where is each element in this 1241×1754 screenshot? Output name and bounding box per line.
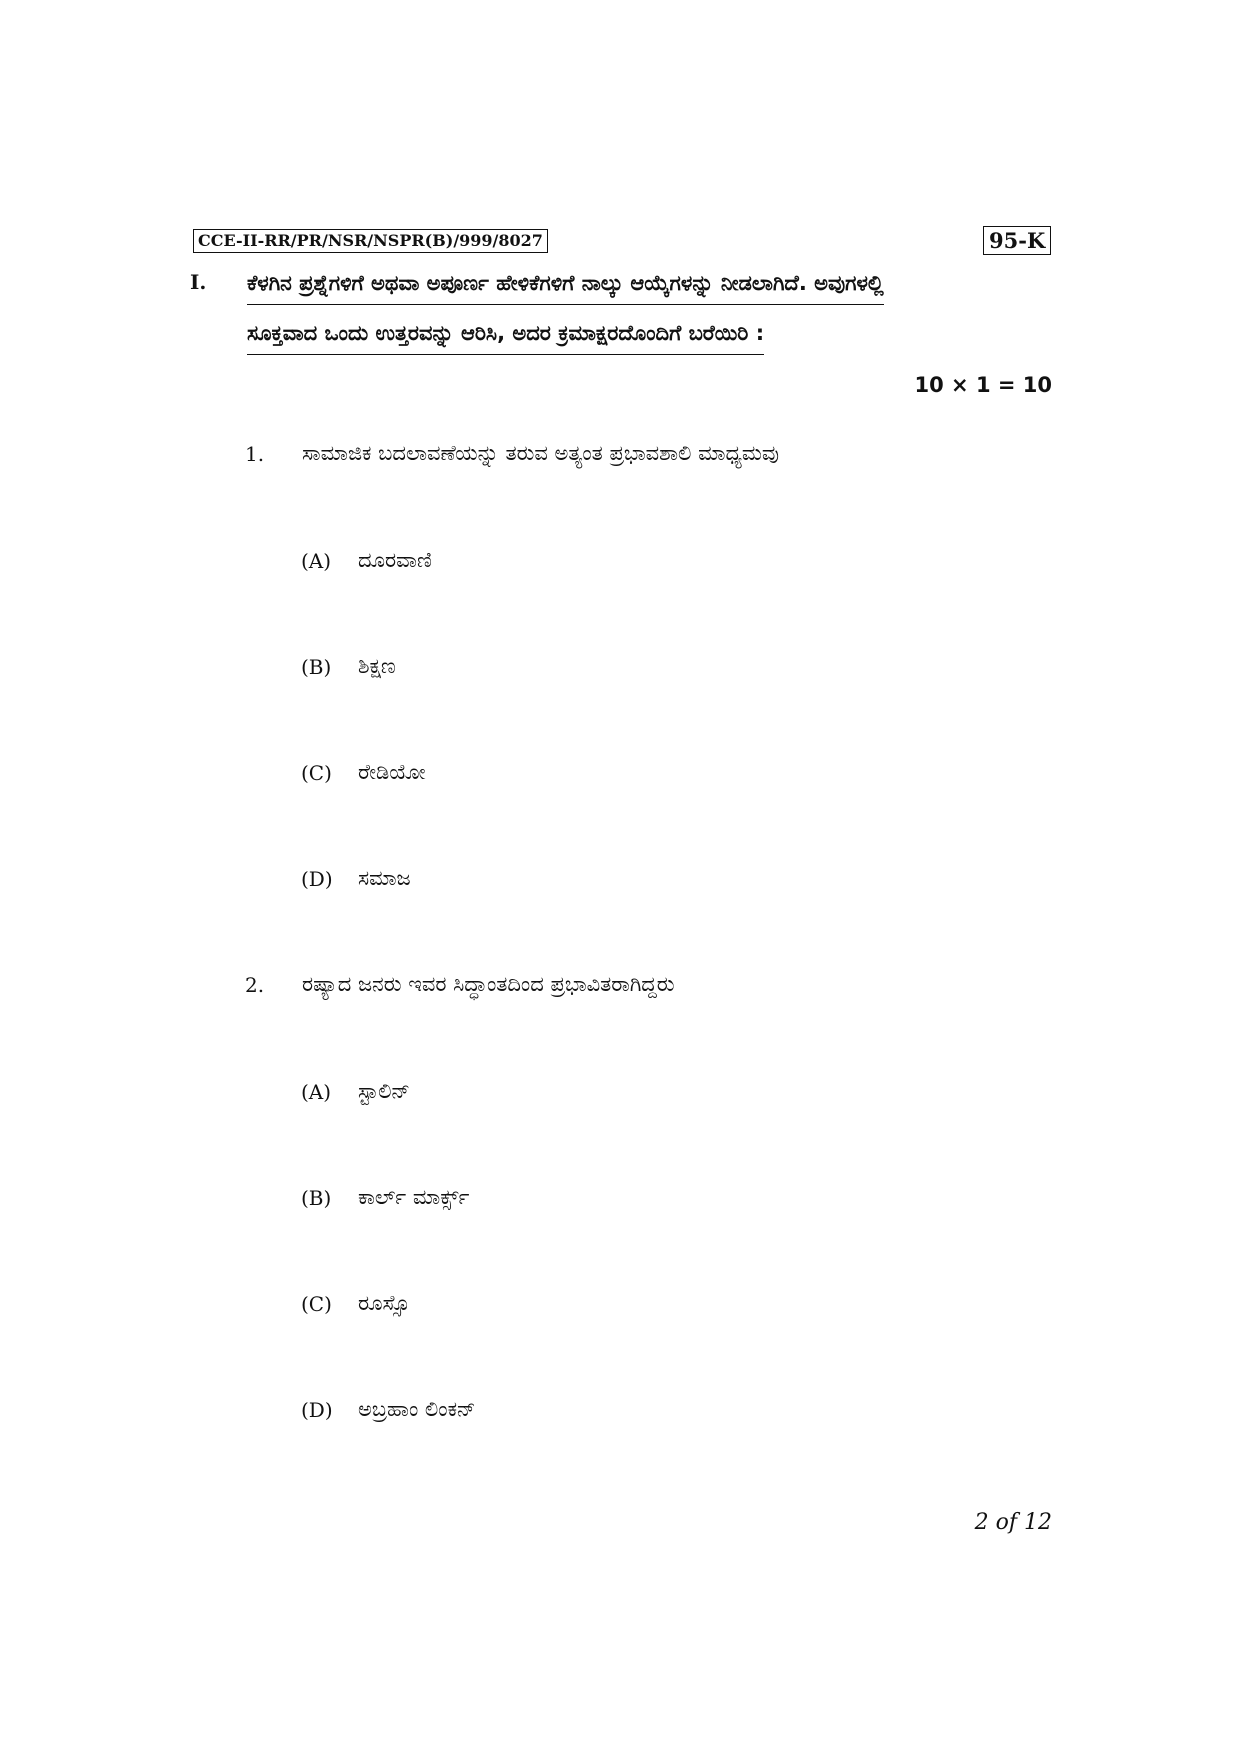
- option-label: (D): [301, 867, 333, 891]
- option-label: (A): [301, 1080, 332, 1104]
- question-text: ರಷ್ಯಾದ ಜನರು ಇವರ ಸಿದ್ಧಾಂತದಿಂದ ಪ್ರಭಾವಿತರಾಗಿದ್ದರು: [302, 972, 675, 996]
- option-label: (C): [301, 1292, 332, 1316]
- section-marks: 10 × 1 = 10: [914, 373, 1052, 397]
- option-text: ದೂರವಾಣಿ: [358, 548, 432, 572]
- question-number: 1.: [245, 442, 265, 466]
- section-number: I.: [190, 270, 207, 294]
- option-label: (D): [301, 1398, 333, 1422]
- option-text: ಸಮಾಜ: [358, 866, 411, 890]
- option-text: ಕಾರ್ಲ್ ಮಾರ್ಕ್ಸ್: [358, 1185, 470, 1209]
- question-number: 2.: [245, 973, 265, 997]
- page-number: 2 of 12: [974, 1510, 1052, 1535]
- option-text: ರೂಸ್ಸೊ: [358, 1291, 410, 1315]
- option-label: (B): [301, 1186, 332, 1210]
- option-label: (C): [301, 761, 332, 785]
- option-text: ಸ್ಟಾಲಿನ್: [358, 1079, 410, 1103]
- section-instruction-line2: ಸೂಕ್ತವಾದ ಒಂದು ಉತ್ತರವನ್ನು ಆರಿಸಿ, ಅದರ ಕ್ರಮಾಕ್ಷರದೊಂದಿಗೆ ಬರೆಯಿರಿ :: [247, 318, 764, 355]
- question-paper-code: CCE-II-RR/PR/NSR/NSPR(B)/999/8027: [193, 229, 548, 253]
- option-label: (B): [301, 655, 332, 679]
- option-text: ಅಬ್ರಹಾಂ ಲಿಂಕನ್: [358, 1397, 476, 1421]
- section-instruction-line1: ಕೆಳಗಿನ ಪ್ರಶ್ನೆಗಳಿಗೆ ಅಥವಾ ಅಪೂರ್ಣ ಹೇಳಿಕೆಗಳಿಗೆ ನಾಲ್ಕು ಆಯ್ಕೆಗಳನ್ನು ನೀಡಲಾಗಿದೆ. ಅವುಗಳಲ್ಲಿ: [247, 268, 884, 305]
- subject-code-badge: 95-K: [983, 226, 1051, 255]
- option-text: ಶಿಕ್ಷಣ: [358, 654, 396, 678]
- option-text: ರೇಡಿಯೋ: [358, 760, 426, 784]
- question-text: ಸಾಮಾಜಿಕ ಬದಲಾವಣೆಯನ್ನು ತರುವ ಅತ್ಯಂತ ಪ್ರಭಾವಶಾಲಿ ಮಾಧ್ಯಮವು: [302, 441, 780, 465]
- option-label: (A): [301, 549, 332, 573]
